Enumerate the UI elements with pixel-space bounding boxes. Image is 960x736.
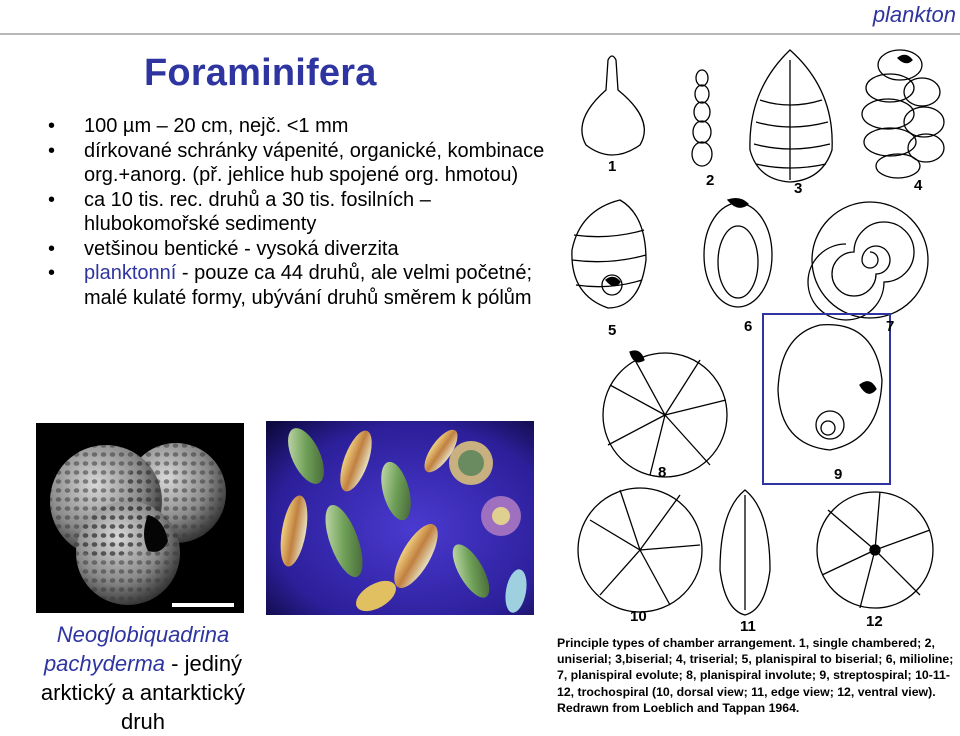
caption-rest: - jediný arktický a antarktický druh (40, 651, 246, 734)
bullet-text: dírkované schránky vápenité, organické, kombinace org.+anorg. (př. jehlice hub spojené org. hmotou) (84, 139, 545, 186)
photo-caption (18, 620, 268, 736)
species-name: Neoglobiquadrina pachyderma (43, 622, 230, 676)
section-tag: plankton (872, 2, 956, 27)
bullet-item (48, 139, 548, 188)
bullet-text: 100 µm – 20 cm, nejč. <1 mm (84, 115, 349, 137)
plate-number: 9 (834, 466, 843, 483)
bullet-lead: planktonní (84, 262, 177, 284)
sem-foraminifer-image (36, 423, 244, 613)
plate-number: 1 (608, 158, 617, 175)
header-rule (0, 33, 960, 35)
micrograph-image (266, 421, 534, 615)
bullet-item (48, 114, 548, 139)
bullet-text: - pouze ca 44 druhů, ale velmi početné; malé kulaté formy, ubývání druhů směrem k pólům (84, 262, 533, 309)
plate-number: 5 (608, 322, 617, 339)
plate-number: 12 (866, 613, 883, 630)
plate-number: 4 (914, 177, 923, 194)
bullet-item (48, 237, 548, 262)
bullet-text: vetšinou bentické - vysoká diverzita (84, 237, 399, 260)
plate-number: 10 (630, 608, 647, 625)
bullet-list (48, 114, 548, 310)
chamber-arrangement-figure (560, 40, 960, 640)
bullet-item (48, 188, 548, 237)
plate-number: 6 (744, 318, 753, 335)
foraminifera-line-drawings (560, 40, 960, 640)
figure-legend: Principle types of chamber arrangement. 1, single chambered; 2, uniserial; 3,biserial; 4, triserial; 5, planispiral to biserial; 6, milioline; 7, planispiral evolute; 8, planispiral involute; 9, streptospiral; 10-11-12, trochospiral (10, dorsal view; 11, edge view; 12, ventral view). Redrawn from Loeblich and Tappan 1964. (557, 636, 954, 715)
plate-number: 7 (886, 318, 895, 335)
scale-bar (172, 603, 234, 607)
plate-number: 2 (706, 172, 715, 189)
plate-number: 8 (658, 464, 667, 481)
highlight-box (762, 313, 891, 485)
bullet-text: ca 10 tis. rec. druhů a 30 tis. fosilních – hlubokomořské sedimenty (84, 188, 431, 235)
page-title: Foraminifera (144, 52, 377, 94)
bullet-item (48, 261, 548, 310)
sem-photo (36, 423, 244, 613)
plate-number: 11 (740, 618, 756, 635)
plate-number: 3 (794, 180, 803, 197)
micrograph-photo (266, 421, 534, 615)
